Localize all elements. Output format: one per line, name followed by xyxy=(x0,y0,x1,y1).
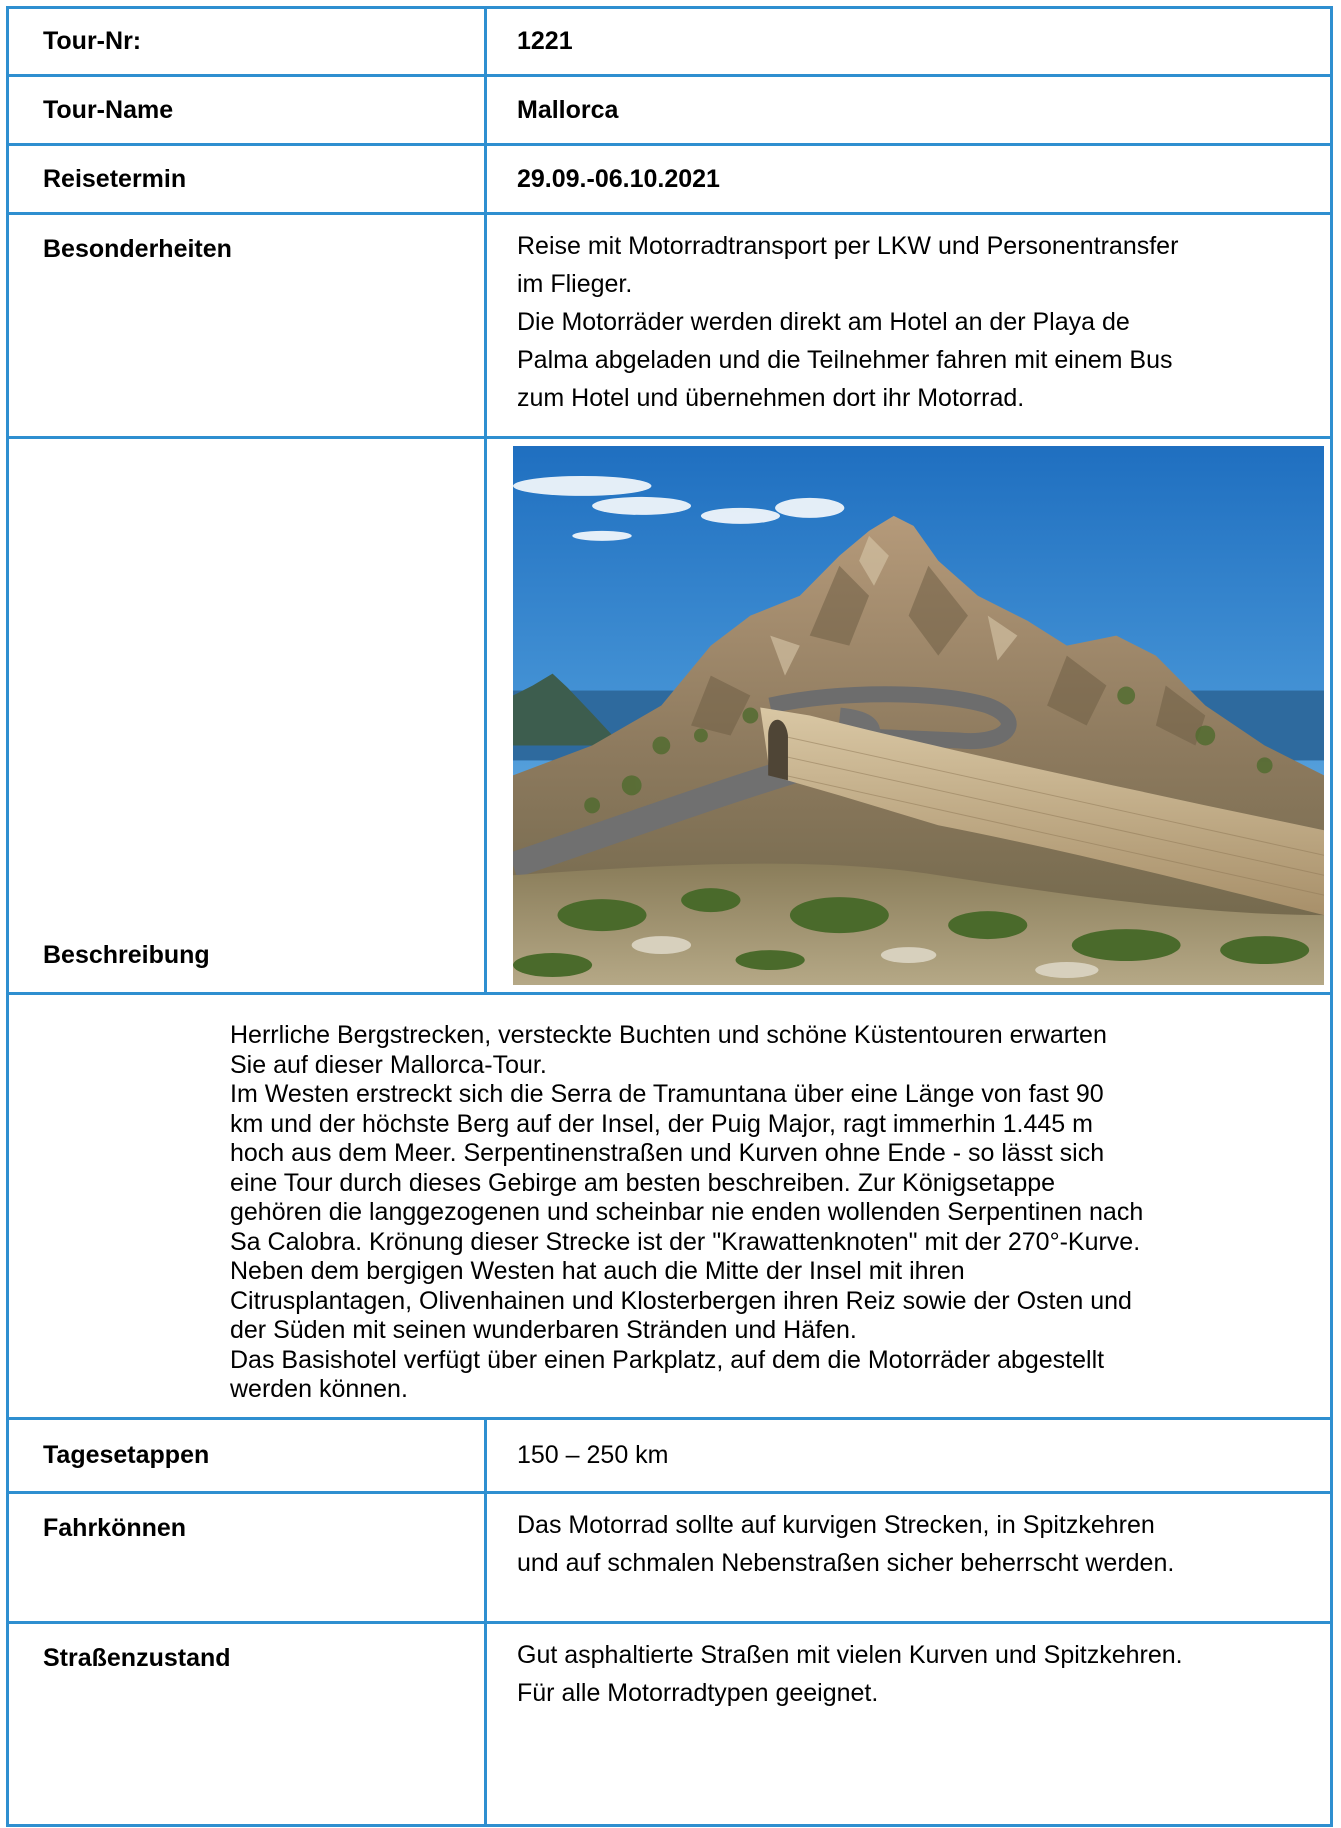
besonderheiten-label: Besonderheiten xyxy=(9,215,487,436)
description-line: der Süden mit seinen wunderbaren Stränden und Häfen. xyxy=(230,1316,857,1344)
reisetermin-value: 29.09.-06.10.2021 xyxy=(517,164,720,193)
row-tour-nr xyxy=(9,9,1330,77)
description-line: hoch aus dem Meer. Serpentinenstraßen und Kurven ohne Ende - so lässt sich xyxy=(230,1139,1105,1167)
description-line: Im Westen erstreckt sich die Serra de Tramuntana über eine Länge von fast 90 xyxy=(230,1080,1104,1108)
row-description-text xyxy=(9,995,1330,1420)
row-tagesetappen xyxy=(9,1420,1330,1494)
besonderheiten-line: zum Hotel und übernehmen dort ihr Motorrad. xyxy=(517,384,1025,412)
description-line: Sa Calobra. Krönung dieser Strecke ist der "Krawattenknoten" mit der 270°-Kurve. xyxy=(230,1227,1141,1256)
strassenzustand-line: Gut asphaltierte Straßen mit vielen Kurven und Spitzkehren. xyxy=(517,1641,1183,1669)
besonderheiten-value xyxy=(487,215,1330,436)
beschreibung-label: Beschreibung xyxy=(9,439,487,992)
description-line: Citrusplantagen, Olivenhainen und Klosterbergen ihren Reiz sowie der Osten und xyxy=(230,1286,1132,1315)
description-line: Sie auf dieser Mallorca-Tour. xyxy=(230,1050,547,1079)
fahrkoennen-line: und auf schmalen Nebenstraßen sicher beherrscht werden. xyxy=(517,1549,1175,1577)
description-line: Das Basishotel verfügt über einen Parkplatz, auf dem die Motorräder abgestellt xyxy=(230,1345,1105,1374)
description-line: werden können. xyxy=(230,1375,408,1403)
besonderheiten-line: im Flieger. xyxy=(517,270,633,298)
strassenzustand-label: Straßenzustand xyxy=(9,1624,487,1824)
reisetermin-label: Reisetermin xyxy=(9,146,487,212)
tour-name-value: Mallorca xyxy=(517,95,619,124)
fahrkoennen-line: Das Motorrad sollte auf kurvigen Strecken, in Spitzkehren xyxy=(517,1511,1155,1539)
tagesetappen-label: Tagesetappen xyxy=(9,1420,487,1491)
tour-name-label: Tour-Name xyxy=(9,77,487,143)
row-beschreibung xyxy=(9,439,1330,995)
description-line: km und der höchste Berg auf der Insel, der Puig Major, ragt immerhin 1.445 m xyxy=(230,1109,1093,1138)
strassenzustand-value xyxy=(487,1624,1330,1824)
description-line: gehören die langgezogenen und scheinbar nie enden wollenden Serpentinen nach xyxy=(230,1198,1144,1226)
tour-nr-label: Tour-Nr: xyxy=(9,9,487,74)
tagesetappen-value: 150 – 250 km xyxy=(517,1441,669,1469)
strassenzustand-line: Für alle Motorradtypen geeignet. xyxy=(517,1679,879,1707)
row-besonderheiten xyxy=(9,215,1330,439)
besonderheiten-line: Palma abgeladen und die Teilnehmer fahren mit einem Bus xyxy=(517,346,1173,374)
row-strassenzustand xyxy=(9,1624,1330,1824)
description-line: Herrliche Bergstrecken, versteckte Buchten und schöne Küstentouren erwarten xyxy=(230,1021,1107,1049)
fahrkoennen-label: Fahrkönnen xyxy=(9,1494,487,1621)
tour-sheet xyxy=(6,6,1333,1827)
mallorca-mountain-road-photo xyxy=(513,446,1324,985)
tour-nr-value: 1221 xyxy=(517,27,573,55)
photo-cell xyxy=(487,439,1330,992)
description-block xyxy=(9,995,1203,1417)
description-line: eine Tour durch dieses Gebirge am besten beschreiben. Zur Königsetappe xyxy=(230,1168,1056,1197)
fahrkoennen-value xyxy=(487,1494,1330,1621)
description-line: Neben dem bergigen Westen hat auch die Mitte der Insel mit ihren xyxy=(230,1257,965,1285)
besonderheiten-line: Reise mit Motorradtransport per LKW und Personentransfer xyxy=(517,232,1179,260)
besonderheiten-line: Die Motorräder werden direkt am Hotel an der Playa de xyxy=(517,308,1130,336)
row-fahrkoennen xyxy=(9,1494,1330,1624)
row-reisetermin xyxy=(9,146,1330,215)
row-tour-name xyxy=(9,77,1330,146)
